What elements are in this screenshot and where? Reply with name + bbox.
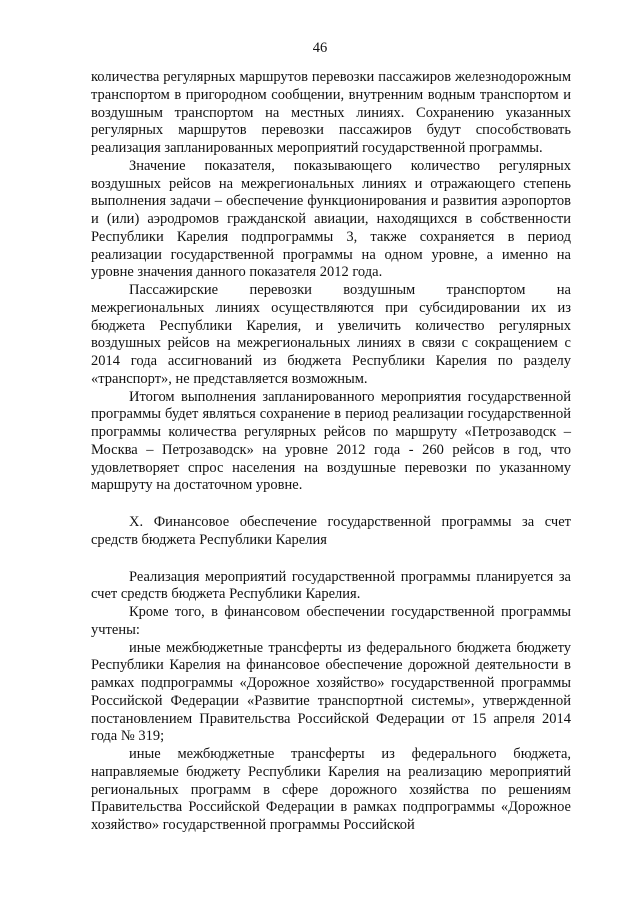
paragraph-transfers-road: иные межбюджетные трансферты из федерального бюджета бюджету Республики Карелия на финансовое обеспечение дорожной деятельности в рамках подпрограммы «Дорожное хозяйство» государственной программы Российской Федерации «Развитие транспортной системы», утвержденной постановлением Правительства Российской Федерации от 15 апреля 2014 года № 319; [91,639,571,745]
page-body [91,69,571,835]
paragraph-transfers-regional: иные межбюджетные трансферты из федерального бюджета, направляемые бюджету Республики Карелия на реализацию мероприятий региональных программ в сфере дорожного хозяйства по решениям Правительства Российской Федерации в рамках подпрограммы «Дорожное хозяйство» государственной программы Российской [91,746,571,833]
paragraph-result: Итогом выполнения запланированного мероприятия государственной программы будет являться сохранение в период реализации государственной программы количества регулярных рейсов по маршруту «Петрозаводск – Москва – Петрозаводск» на уровне 2012 года - 260 рейсов в год, что удовлетворяет спрос населения на воздушные перевозки по указанному маршруту на достаточном уровне. [91,388,571,494]
spacer [91,550,571,569]
spacer [91,495,571,514]
page-number: 46 [312,40,328,56]
paragraph-indicator-flights: Значение показателя, показывающего количество регулярных воздушных рейсов на межрегиональных линиях и отражающего степень выполнения задачи – обеспечение функционирования и развития аэропортов и (или) аэродромов гражданской авиации, находящихся в собственности Республики Карелия подпрограммы 3, также сохраняется в период реализации государственной программы на одном уровне, а именно на уровне значения данного показателя 2012 года. [91,157,571,281]
section-title: X. Финансовое обеспечение государственной программы за счет средств бюджета Республики Карелия [91,514,571,548]
paragraph-also-included: Кроме того, в финансовом обеспечении государственной программы учтены: [91,604,571,638]
paragraph-funding: Реализация мероприятий государственной программы планируется за счет средств бюджета Республики Карелия. [91,568,571,603]
paragraph-air-transport: Пассажирские перевозки воздушным транспортом на межрегиональных линиях осуществляются при субсидировании их из бюджета Республики Карелия, и увеличить количество регулярных воздушных рейсов на межрегиональных линиях в связи с сокращением с 2014 года ассигнований из бюджета Республики Карелия по разделу «транспорт», не представляется возможным. [91,282,571,387]
paragraph-continuation: количества регулярных маршрутов перевозки пассажиров железнодорожным транспортом в пригородном сообщении, внутренним водным транспортом и воздушным транспортом на местных линиях. Сохранению указанных регулярных маршрутов перевозки пассажиров будут способствовать реализация запланированных мероприятий государственной программы. [91,69,571,156]
